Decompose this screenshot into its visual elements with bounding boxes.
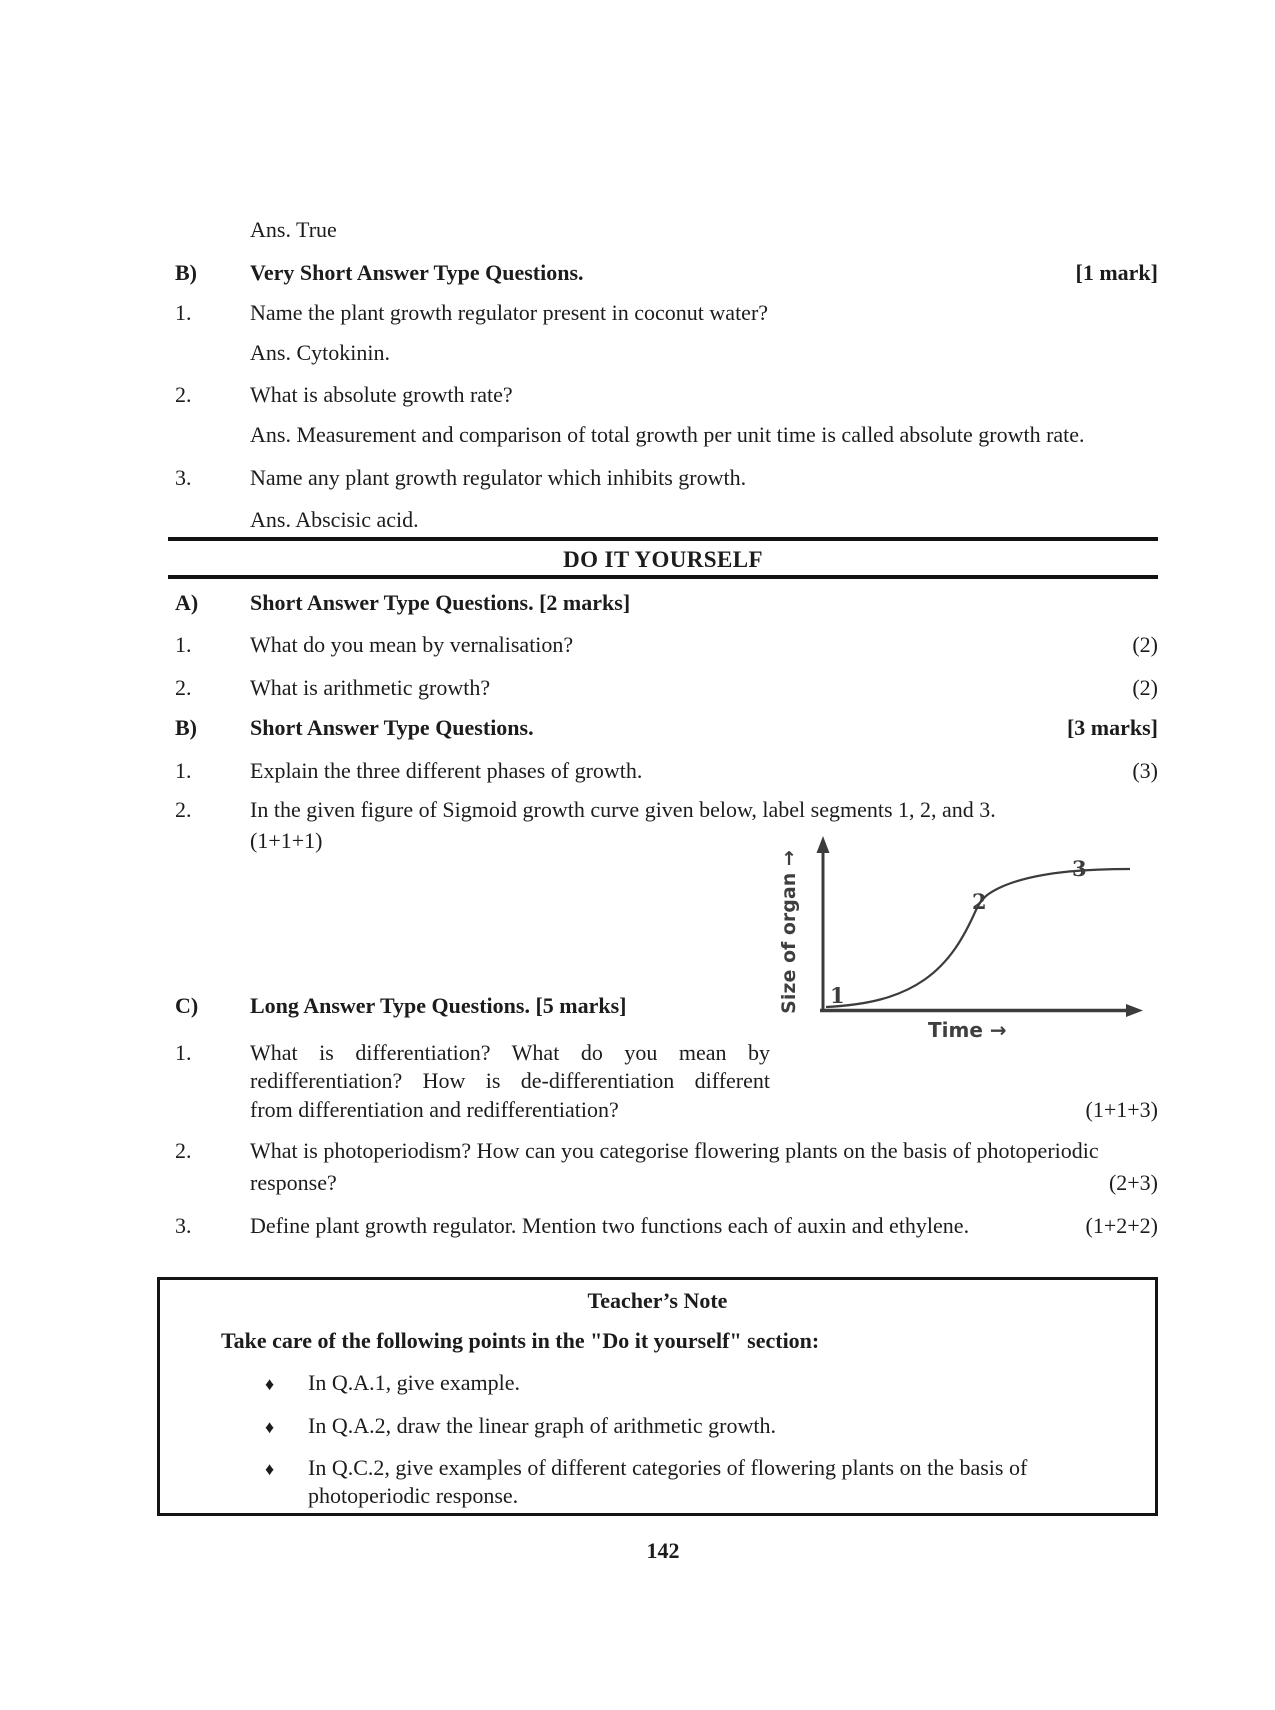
section-title: Short Answer Type Questions. xyxy=(250,715,534,740)
question-row xyxy=(168,797,1158,823)
question-number: 2. xyxy=(175,1138,192,1163)
question-number: 2. xyxy=(175,797,192,822)
question-number: 1. xyxy=(175,758,192,783)
question-text: Explain the three different phases of growth. xyxy=(250,758,643,783)
section-marks: [1 mark] xyxy=(1075,260,1158,285)
segment-label-1: 1 xyxy=(830,983,845,1008)
answer-row xyxy=(168,422,1158,448)
note-bullet-item xyxy=(160,1455,1155,1481)
question-row xyxy=(168,1040,1158,1066)
section-marks: [3 marks] xyxy=(1066,715,1158,740)
question-text-line: redifferentiation? How is de-differentiation different xyxy=(250,1068,770,1093)
note-bullet-text: In Q.A.1, give example. xyxy=(308,1370,520,1395)
page-number: 142 xyxy=(646,1538,680,1563)
question-number: 2. xyxy=(175,382,192,407)
answer-row xyxy=(168,507,1158,533)
question-number: 1. xyxy=(175,632,192,657)
section-letter: B) xyxy=(175,715,197,740)
question-row xyxy=(168,1138,1158,1164)
question-marks: (1+1+3) xyxy=(1085,1097,1158,1122)
question-text: What is absolute growth rate? xyxy=(250,382,513,407)
question-text-line: What is differentiation? What do you mean by xyxy=(250,1040,770,1065)
answer-text: Ans. True xyxy=(250,217,337,242)
diamond-bullet-icon: ♦ xyxy=(265,1374,275,1394)
divider-rule-top xyxy=(168,537,1158,541)
section-title: Short Answer Type Questions. [2 marks] xyxy=(250,590,631,615)
question-text: Name the plant growth regulator present in coconut water? xyxy=(250,300,769,325)
teachers-note-subtitle: Take care of the following points in the "Do it yourself" section: xyxy=(221,1328,820,1353)
x-axis-label: Time → xyxy=(928,1018,1007,1042)
question-marks: (2+3) xyxy=(1108,1170,1158,1195)
teachers-note-title: Teacher’s Note xyxy=(587,1288,728,1313)
diamond-bullet-icon: ♦ xyxy=(265,1417,275,1437)
question-row-continuation xyxy=(168,1097,1158,1123)
note-bullet-continuation xyxy=(160,1483,1155,1509)
segment-label-2: 2 xyxy=(972,889,987,914)
section-title: Long Answer Type Questions. [5 marks] xyxy=(250,993,627,1018)
question-number: 1. xyxy=(175,300,192,325)
question-number: 1. xyxy=(175,1040,192,1065)
section-letter: A) xyxy=(175,590,199,615)
question-text: Name any plant growth regulator which inhibits growth. xyxy=(250,465,747,490)
question-row xyxy=(168,465,1158,491)
question-text-line: from differentiation and redifferentiation? xyxy=(250,1097,619,1122)
question-row-continuation xyxy=(168,1068,1158,1094)
note-bullet-item xyxy=(160,1413,1155,1439)
answer-text: Ans. Measurement and comparison of total growth per unit time is called absolute growth rate. xyxy=(250,422,1085,447)
question-row xyxy=(168,1213,1158,1239)
question-text: What is arithmetic growth? xyxy=(250,675,491,700)
question-row xyxy=(168,675,1158,701)
teachers-note-box xyxy=(157,1277,1158,1516)
question-row xyxy=(168,632,1158,658)
section-heading-c xyxy=(168,993,1158,1019)
note-bullet-text: In Q.A.2, draw the linear graph of arithmetic growth. xyxy=(308,1413,776,1438)
section-heading-b xyxy=(168,715,1158,741)
note-bullet-text: photoperiodic response. xyxy=(308,1483,519,1508)
question-text: What do you mean by vernalisation? xyxy=(250,632,574,657)
question-row xyxy=(168,382,1158,408)
question-text: Define plant growth regulator. Mention two functions each of auxin and ethylene. xyxy=(250,1213,970,1238)
note-bullet-text: In Q.C.2, give examples of different categories of flowering plants on the basis of xyxy=(308,1455,1028,1480)
question-number: 3. xyxy=(175,1213,192,1238)
section-heading-very-short xyxy=(168,260,1158,286)
section-title: Very Short Answer Type Questions. xyxy=(250,260,584,285)
section-heading-a xyxy=(168,590,1158,616)
question-marks: (2) xyxy=(1132,675,1158,700)
divider-rule-bottom xyxy=(168,575,1158,579)
question-row-continuation xyxy=(168,1170,1158,1196)
question-text-line: response? xyxy=(250,1170,337,1195)
answer-text: Ans. Cytokinin. xyxy=(250,340,390,365)
question-marks: (1+2+2) xyxy=(1085,1213,1158,1238)
question-row xyxy=(168,300,1158,326)
question-text-line: What is photoperiodism? How can you categorise flowering plants on the basis of photoperiodic xyxy=(250,1138,1099,1163)
diamond-bullet-icon: ♦ xyxy=(265,1459,275,1479)
question-row xyxy=(168,758,1158,784)
do-it-yourself-banner: DO IT YOURSELF xyxy=(563,547,763,572)
y-axis-label: Size of organ → xyxy=(778,850,800,1014)
question-number: 2. xyxy=(175,675,192,700)
answer-row xyxy=(168,340,1158,366)
answer-true-line xyxy=(168,217,1158,243)
question-marks: (3) xyxy=(1132,758,1158,783)
sigmoid-growth-curve-figure xyxy=(768,826,1160,1054)
segment-label-3: 3 xyxy=(1072,856,1087,881)
question-marks: (2) xyxy=(1132,632,1158,657)
question-text: In the given figure of Sigmoid growth curve given below, label segments 1, 2, and 3. xyxy=(250,797,996,822)
y-axis-arrowhead xyxy=(817,836,830,853)
answer-text: Ans. Abscisic acid. xyxy=(250,507,419,532)
section-letter: B) xyxy=(175,260,197,285)
question-number: 3. xyxy=(175,465,192,490)
note-bullet-item xyxy=(160,1370,1155,1396)
question-marks: (1+1+1) xyxy=(250,828,323,853)
section-letter: C) xyxy=(175,993,199,1018)
